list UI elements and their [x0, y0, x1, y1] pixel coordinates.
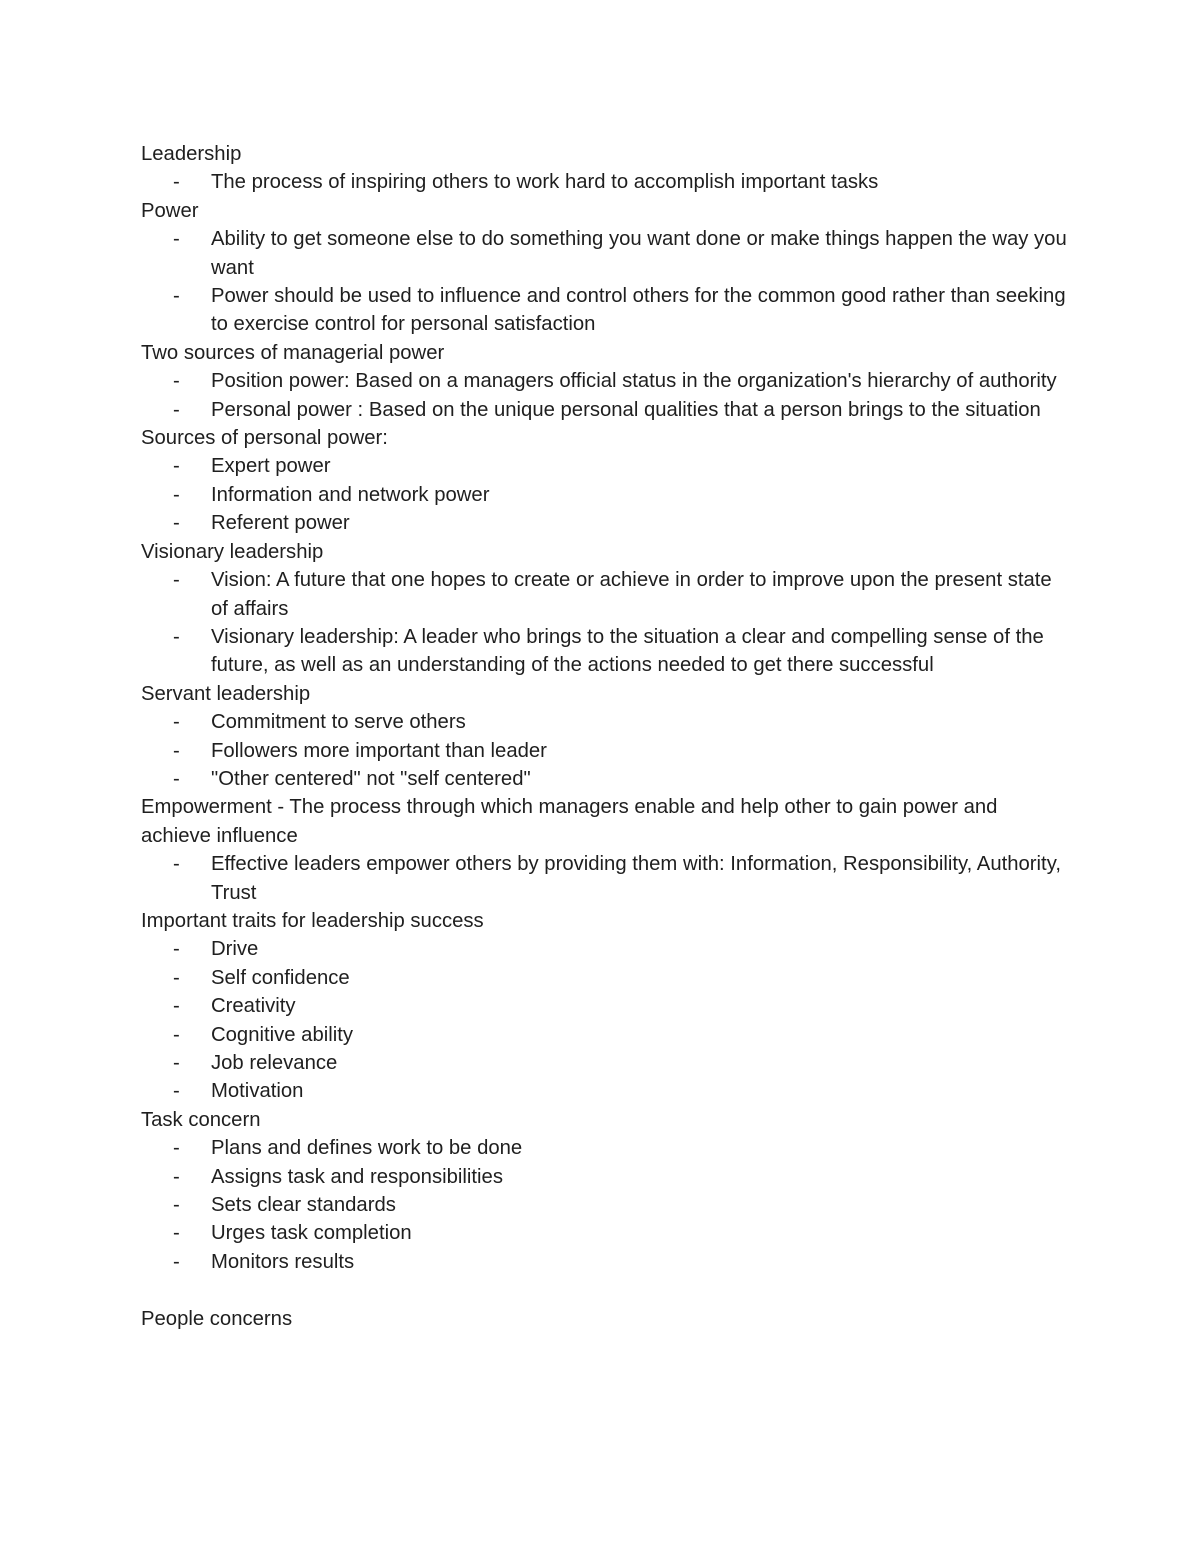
list-item-text: Personal power : Based on the unique personal qualities that a person brings to the situation: [211, 398, 1041, 421]
list-item: [141, 1248, 1071, 1276]
list-item-text: Motivation: [211, 1080, 304, 1103]
section-heading: Empowerment - The process through which managers enable and help other to gain power and achieve influence: [141, 796, 998, 847]
bullet-list: [141, 452, 1071, 537]
dash-bullet-marker: -: [173, 1194, 180, 1217]
dash-bullet-marker: -: [173, 853, 180, 876]
dash-bullet-marker: -: [173, 1052, 180, 1074]
dash-bullet-marker: -: [173, 995, 180, 1018]
list-item: [141, 737, 1071, 765]
list-item-text: Power should be used to influence and control others for the common good rather than seeking to exercise control for personal satisfaction: [211, 285, 1066, 336]
list-item: [141, 1049, 1071, 1077]
dash-bullet-marker: -: [173, 966, 180, 989]
section: [141, 140, 1071, 197]
section: [141, 1305, 1071, 1333]
dash-bullet-marker: -: [173, 767, 180, 790]
section: [141, 197, 1071, 339]
list-item: [141, 964, 1071, 992]
dash-bullet-marker: -: [173, 1080, 180, 1103]
list-item: [141, 935, 1071, 963]
list-item: [141, 708, 1071, 736]
list-item-text: Job relevance: [211, 1052, 338, 1074]
section-heading: Sources of personal power:: [141, 427, 388, 450]
list-item-text: Plans and defines work to be done: [211, 1137, 523, 1160]
dash-bullet-marker: -: [173, 171, 180, 194]
list-item: [141, 225, 1071, 282]
list-item-text: Drive: [211, 938, 259, 961]
section: [141, 1106, 1071, 1276]
section: [141, 424, 1071, 538]
list-item-text: Cognitive ability: [211, 1023, 354, 1046]
list-item-text: The process of inspiring others to work hard to accomplish important tasks: [211, 171, 879, 194]
dash-bullet-marker: -: [173, 228, 180, 251]
section-heading: Visionary leadership: [141, 540, 324, 563]
list-item: [141, 992, 1071, 1020]
list-item: [141, 396, 1071, 424]
bullet-list: [141, 566, 1071, 680]
list-item: [141, 850, 1071, 907]
section: [141, 538, 1071, 680]
list-item: [141, 168, 1071, 196]
dash-bullet-marker: -: [173, 398, 180, 421]
list-item-text: Urges task completion: [211, 1222, 412, 1245]
section: [141, 793, 1071, 907]
section-heading: Two sources of managerial power: [141, 341, 445, 364]
list-item-text: Visionary leadership: A leader who brings to the situation a clear and compelling sense of the future, as well as an understanding of the actions needed to get there successful: [211, 625, 1044, 677]
section-heading: People concerns: [141, 1307, 293, 1330]
list-item-text: Expert power: [211, 455, 331, 478]
dash-bullet-marker: -: [173, 370, 180, 393]
list-item-text: Assigns task and responsibilities: [211, 1165, 503, 1188]
list-item-text: Referent power: [211, 512, 350, 535]
list-item: [141, 1163, 1071, 1191]
dash-bullet-marker: -: [173, 1165, 180, 1188]
section: [141, 907, 1071, 1106]
list-item-text: Effective leaders empower others by providing them with: Information, Responsibility, Authority, Trust: [211, 853, 1061, 904]
list-item: [141, 1134, 1071, 1162]
list-item-text: Creativity: [211, 995, 296, 1018]
list-item-text: Monitors results: [211, 1250, 355, 1273]
list-item-text: Information and network power: [211, 483, 490, 506]
list-item-text: Ability to get someone else to do something you want done or make things happen the way you want: [211, 228, 1067, 279]
list-item: [141, 1021, 1071, 1049]
bullet-list: [141, 850, 1071, 907]
section-heading: Power: [141, 199, 199, 222]
section-heading: Servant leadership: [141, 682, 311, 705]
list-item: [141, 566, 1071, 623]
bullet-list: [141, 367, 1071, 424]
dash-bullet-marker: -: [173, 1023, 180, 1046]
bullet-list: [141, 935, 1071, 1105]
list-item: [141, 282, 1071, 339]
list-item: [141, 452, 1071, 480]
dash-bullet-marker: -: [173, 483, 180, 506]
list-item: [141, 1191, 1071, 1219]
dash-bullet-marker: -: [173, 739, 180, 762]
section-heading: Leadership: [141, 143, 242, 165]
list-item-text: Self confidence: [211, 966, 350, 989]
dash-bullet-marker: -: [173, 285, 180, 308]
bullet-list: [141, 168, 1071, 196]
dash-bullet-marker: -: [173, 711, 180, 734]
bullet-list: [141, 708, 1071, 793]
list-item: [141, 509, 1071, 537]
list-item-text: Followers more important than leader: [211, 739, 547, 762]
section: [141, 680, 1071, 794]
list-item-text: "Other centered" not "self centered": [211, 767, 531, 790]
list-item: [141, 481, 1071, 509]
list-item-text: Sets clear standards: [211, 1194, 396, 1217]
list-item: [141, 623, 1071, 680]
list-item: [141, 765, 1071, 793]
section: [141, 339, 1071, 424]
blank-line: [141, 1276, 1071, 1304]
list-item-text: Commitment to serve others: [211, 711, 466, 734]
section-heading: Task concern: [141, 1108, 261, 1131]
bullet-list: [141, 225, 1071, 339]
list-item: [141, 367, 1071, 395]
bullet-list: [141, 1134, 1071, 1276]
dash-bullet-marker: -: [173, 569, 180, 592]
section-heading: Important traits for leadership success: [141, 909, 484, 932]
document-body: [141, 140, 1071, 1333]
dash-bullet-marker: -: [173, 938, 180, 961]
dash-bullet-marker: -: [173, 455, 180, 478]
list-item-text: Vision: A future that one hopes to create or achieve in order to improve upon the present state of affairs: [211, 569, 1052, 620]
dash-bullet-marker: -: [173, 1222, 180, 1245]
dash-bullet-marker: -: [173, 1137, 180, 1160]
list-item-text: Position power: Based on a managers official status in the organization's hierarchy of authority: [211, 370, 1057, 393]
dash-bullet-marker: -: [173, 1250, 180, 1273]
dash-bullet-marker: -: [173, 625, 180, 648]
list-item: [141, 1219, 1071, 1247]
list-item: [141, 1077, 1071, 1105]
dash-bullet-marker: -: [173, 512, 180, 535]
